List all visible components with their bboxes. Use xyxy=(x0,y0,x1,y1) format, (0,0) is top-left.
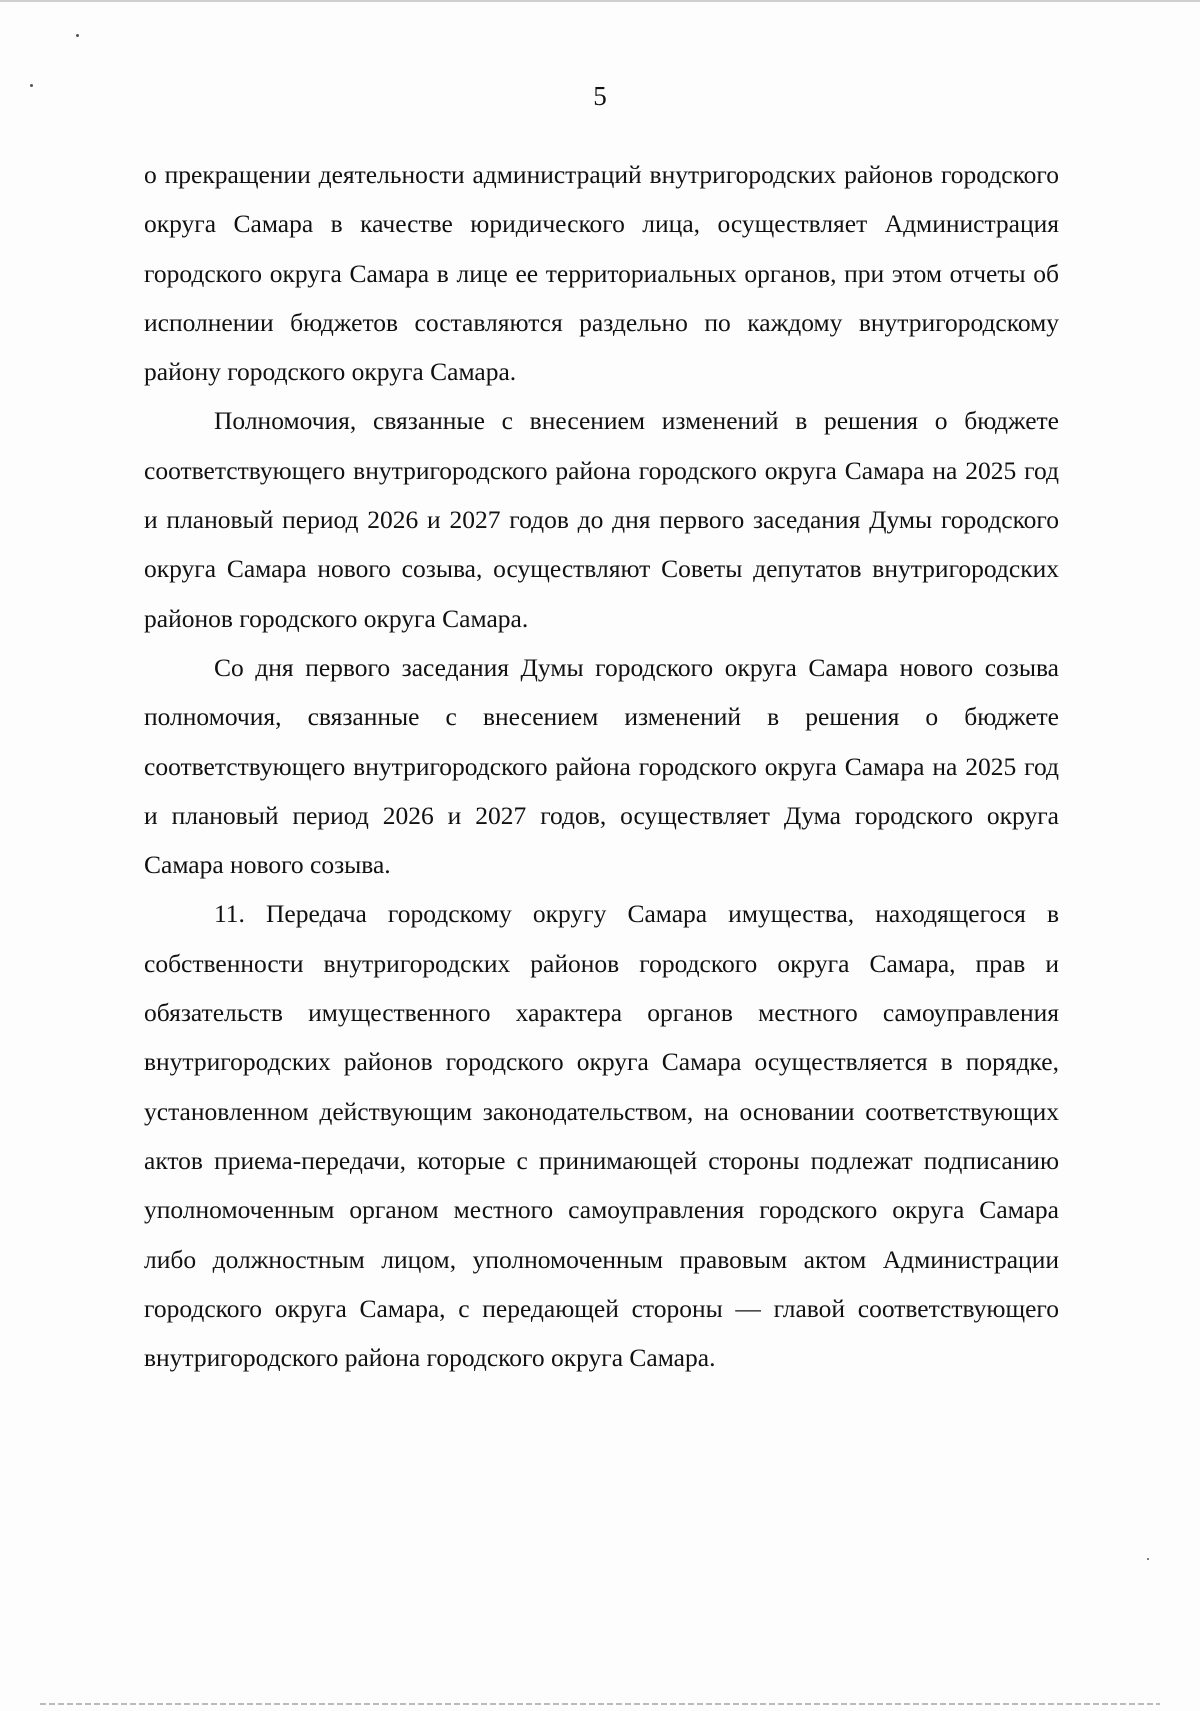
paragraph-continuation: о прекращении деятельности администраций внутригородских районов городского округа Самара в качестве юридического лица, осуществляет Администрация городского округа Самара в лице ее территориальных органов, при этом отчеты об исполнении бюджетов составляются раздельно по каждому внутригородскому району городского округа Самара. xyxy=(144,160,1059,387)
scan-speck xyxy=(1147,1558,1149,1560)
scan-speck xyxy=(30,84,33,87)
paragraph-powers-council: Полномочия, связанные с внесением изменений в решения о бюджете соответствующего внутригородского района городского округа Самара на 2025 год и плановый период 2026 и 2027 годов до дня первого заседания Думы городского округа Самара нового созыва, осуществляют Советы депутатов внутригородских районов городского округа Самара. xyxy=(144,406,1059,633)
page-number: 5 xyxy=(593,81,607,111)
scan-bottom-edge xyxy=(40,1703,1160,1705)
scan-speck xyxy=(76,34,79,37)
document-body xyxy=(144,150,1059,1382)
scan-top-edge xyxy=(0,0,1200,2)
paragraph-item-11: 11. Передача городскому округу Самара имущества, находящегося в собственности внутригородских районов городского округа Самара, прав и обязательств имущественного характера органов местного самоуправления внутригородских районов городского округа Самара осуществляется в порядке, установленном действующим законодательством, на основании соответствующих актов приема-передачи, которые с принимающей стороны подлежат подписанию уполномоченным органом местного самоуправления городского округа Самара либо должностным лицом, уполномоченным правовым актом Администрации городского округа Самара, с передающей стороны — главой соответствующего внутригородского района городского округа Самара. xyxy=(144,899,1059,1373)
paragraph-powers-duma: Со дня первого заседания Думы городского округа Самара нового созыва полномочия, связанные с внесением изменений в решения о бюджете соответствующего внутригородского района городского округа Самара на 2025 год и плановый период 2026 и 2027 годов, осуществляет Дума городского округа Самара нового созыва. xyxy=(144,652,1059,880)
